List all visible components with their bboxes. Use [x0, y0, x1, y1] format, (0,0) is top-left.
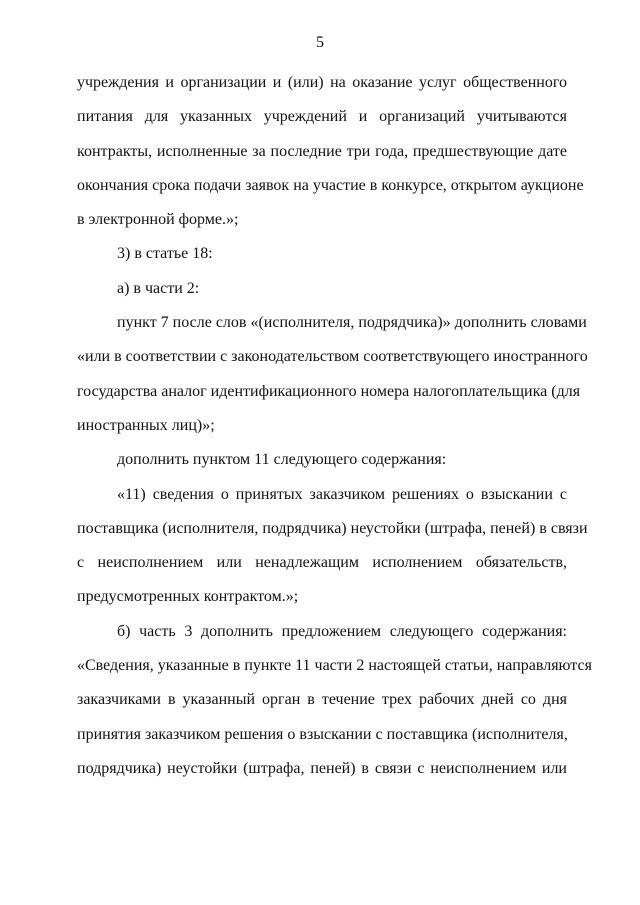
text-line: контракты, исполненные за последние три года, предшествующие дате — [77, 142, 567, 160]
text-line: заказчиками в указанный орган в течение трех рабочих дней со дня — [77, 691, 567, 709]
paragraph-2 — [77, 237, 567, 271]
text-line: «Сведения, указанные в пункте 11 части 2 настоящей статьи, направляются — [77, 657, 592, 675]
text-line: «11) сведения о принятых заказчиком решениях о взыскании с — [117, 485, 567, 503]
page-number: 5 — [316, 34, 324, 51]
text-line: поставщика (исполнителя, подрядчика) неустойки (штрафа, пеней) в связи — [77, 519, 588, 537]
text-line: окончания срока подачи заявок на участие в конкурсе, открытом аукционе — [77, 176, 584, 194]
text-line: принятия заказчиком решения о взыскании с поставщика (исполнителя, — [77, 725, 568, 743]
text-line: пункт 7 после слов «(исполнителя, подрядчика)» дополнить словами — [117, 314, 587, 332]
text-line: б) часть 3 дополнить предложением следующего содержания: — [117, 622, 567, 640]
document-body — [77, 66, 592, 786]
text-line: 3) в статье 18: — [117, 245, 213, 263]
text-line: а) в части 2: — [117, 279, 200, 297]
text-line: предусмотренных контрактом.»; — [77, 588, 299, 606]
text-line: питания для указанных учреждений и организаций учитываются — [77, 108, 567, 126]
text-line: с неисполнением или ненадлежащим исполнением обязательств, — [77, 554, 567, 572]
paragraph-4 — [77, 306, 588, 443]
text-line: иностранных лиц)»; — [77, 416, 215, 434]
text-line: учреждения и организации и (или) на оказание услуг общественного — [77, 74, 567, 91]
text-line: дополнить пунктом 11 следующего содержания: — [117, 451, 447, 469]
paragraph-1 — [77, 66, 584, 237]
paragraph-5 — [77, 443, 567, 477]
paragraph-3 — [77, 272, 567, 306]
text-line: подрядчика) неустойки (штрафа, пеней) в связи с неисполнением или — [77, 759, 567, 777]
text-line: «или в соответствии с законодательством соответствующего иностранного — [77, 348, 588, 366]
text-line: в электронной форме.»; — [77, 211, 239, 229]
paragraph-6 — [77, 478, 588, 615]
paragraph-7 — [77, 615, 592, 786]
text-line: государства аналог идентификационного номера налогоплательщика (для — [77, 382, 581, 400]
